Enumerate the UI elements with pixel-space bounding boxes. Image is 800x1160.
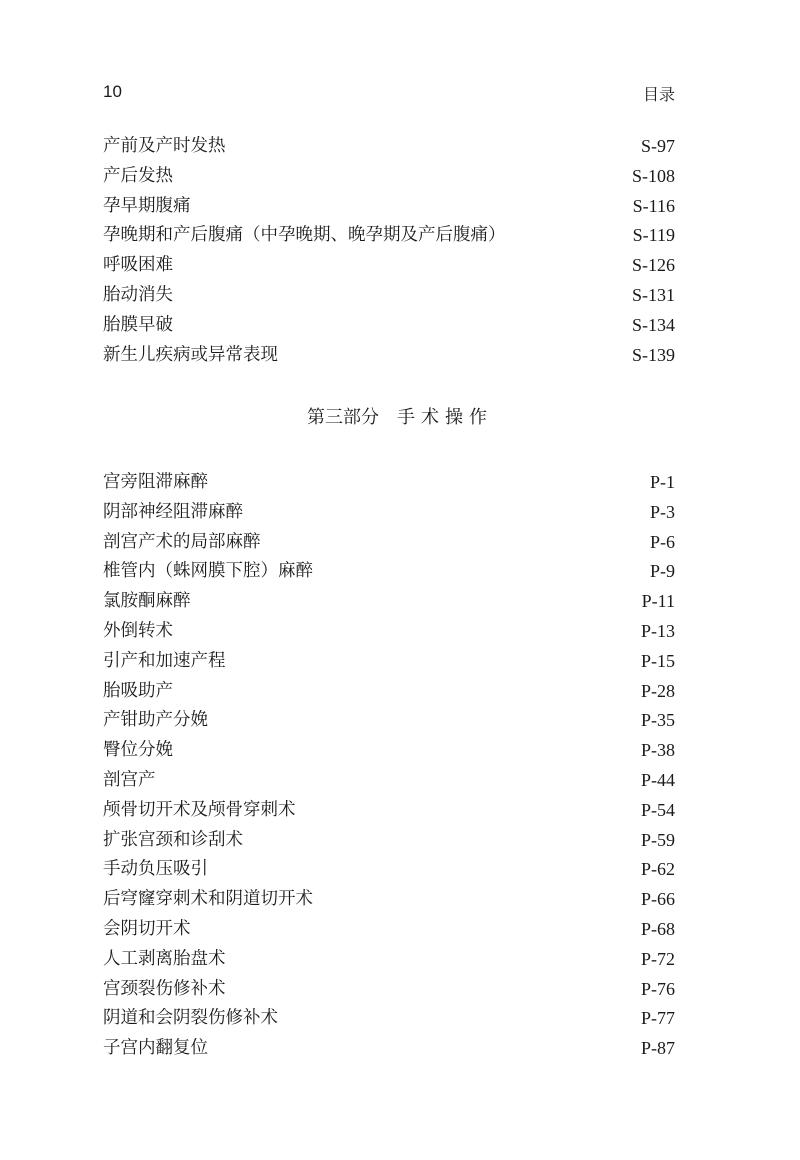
toc-list-part-3 xyxy=(103,468,675,1064)
toc-entry-page: P-9 xyxy=(649,561,675,582)
toc-entry-page: P-35 xyxy=(640,710,675,731)
toc-entry-page: P-76 xyxy=(640,978,675,999)
toc-entry-page: S-108 xyxy=(631,165,675,186)
toc-entry[interactable] xyxy=(103,468,675,498)
toc-entry[interactable] xyxy=(103,945,675,975)
toc-entry-title: 外倒转术 xyxy=(103,620,173,641)
toc-entry-title: 阴部神经阻滞麻醉 xyxy=(103,501,243,522)
toc-entry[interactable] xyxy=(103,528,675,558)
section-part-name: 手术操作 xyxy=(397,407,493,428)
toc-entry-page: P-54 xyxy=(640,799,675,820)
toc-entry-page: P-87 xyxy=(640,1038,675,1059)
toc-entry[interactable] xyxy=(103,221,675,251)
toc-entry[interactable] xyxy=(103,736,675,766)
toc-entry-page: S-116 xyxy=(632,195,675,216)
section-heading xyxy=(0,404,800,432)
toc-entry-title: 孕早期腹痛 xyxy=(103,195,191,216)
toc-entry-title: 后穹窿穿刺术和阴道切开术 xyxy=(103,889,313,910)
toc-entry[interactable] xyxy=(103,826,675,856)
toc-entry[interactable] xyxy=(103,617,675,647)
toc-entry-title: 臀位分娩 xyxy=(103,740,173,761)
toc-entry-page: S-119 xyxy=(632,225,675,246)
toc-entry-title: 呼吸困难 xyxy=(103,255,173,276)
toc-entry-title: 胎动消失 xyxy=(103,284,173,305)
toc-entry-page: P-77 xyxy=(640,1008,675,1029)
toc-entry[interactable] xyxy=(103,885,675,915)
toc-entry-title: 宫颈裂伤修补术 xyxy=(103,978,226,999)
toc-entry-page: P-11 xyxy=(641,591,675,612)
toc-entry-page: P-66 xyxy=(640,889,675,910)
toc-entry[interactable] xyxy=(103,855,675,885)
toc-entry[interactable] xyxy=(103,251,675,281)
toc-entry[interactable] xyxy=(103,677,675,707)
toc-entry[interactable] xyxy=(103,162,675,192)
toc-entry-title: 椎管内（蛛网膜下腔）麻醉 xyxy=(103,561,313,582)
toc-entry-title: 胎膜早破 xyxy=(103,314,173,335)
toc-entry-title: 孕晚期和产后腹痛（中孕晚期、晚孕期及产后腹痛） xyxy=(103,225,506,246)
toc-entry-page: P-72 xyxy=(640,948,675,969)
toc-entry[interactable] xyxy=(103,1034,675,1064)
toc-entry-title: 产前及产时发热 xyxy=(103,136,226,156)
toc-entry-page: S-131 xyxy=(631,284,675,305)
toc-entry-page: P-62 xyxy=(640,859,675,880)
toc-entry-title: 阴道和会阴裂伤修补术 xyxy=(103,1008,278,1029)
toc-entry[interactable] xyxy=(103,706,675,736)
toc-entry-title: 胎吸助产 xyxy=(103,680,173,701)
toc-entry-title: 扩张宫颈和诊刮术 xyxy=(103,829,243,850)
toc-entry[interactable] xyxy=(103,557,675,587)
toc-entry[interactable] xyxy=(103,311,675,341)
toc-entry[interactable] xyxy=(103,975,675,1005)
toc-entry-title: 剖宫产 xyxy=(103,769,156,790)
toc-entry[interactable] xyxy=(103,647,675,677)
toc-entry-page: P-59 xyxy=(640,829,675,850)
toc-entry-page: P-44 xyxy=(640,769,675,790)
toc-entry-page: P-15 xyxy=(640,650,675,671)
toc-entry[interactable] xyxy=(103,192,675,222)
toc-entry-title: 宫旁阻滞麻醉 xyxy=(103,472,208,492)
toc-entry[interactable] xyxy=(103,341,675,371)
toc-entry-title: 颅骨切开术及颅骨穿刺术 xyxy=(103,799,296,820)
toc-list-part-2 xyxy=(103,132,675,370)
page-header xyxy=(103,82,675,106)
page-number: 10 xyxy=(103,82,122,101)
section-part-label: 第三部分 xyxy=(307,407,379,428)
toc-entry-title: 子宫内翻复位 xyxy=(103,1038,208,1059)
toc-entry[interactable] xyxy=(103,915,675,945)
toc-entry[interactable] xyxy=(103,281,675,311)
toc-entry[interactable] xyxy=(103,1004,675,1034)
toc-entry-page: P-13 xyxy=(640,620,675,641)
toc-entry-title: 人工剥离胎盘术 xyxy=(103,948,226,969)
toc-entry-page: P-38 xyxy=(640,740,675,761)
toc-entry-title: 产后发热 xyxy=(103,165,173,186)
toc-entry-title: 氯胺酮麻醉 xyxy=(103,591,191,612)
toc-entry-title: 引产和加速产程 xyxy=(103,650,226,671)
toc-entry-title: 剖宫产术的局部麻醉 xyxy=(103,531,261,552)
toc-entry-page: P-1 xyxy=(649,472,675,492)
toc-entry-page: P-6 xyxy=(649,531,675,552)
toc-entry-title: 会阴切开术 xyxy=(103,918,191,939)
toc-entry[interactable] xyxy=(103,766,675,796)
toc-entry-page: P-68 xyxy=(640,918,675,939)
toc-entry[interactable] xyxy=(103,587,675,617)
toc-entry-title: 手动负压吸引 xyxy=(103,859,208,880)
toc-entry-page: S-139 xyxy=(631,344,675,365)
toc-entry-title: 产钳助产分娩 xyxy=(103,710,208,731)
toc-entry-page: S-126 xyxy=(631,255,675,276)
toc-entry-page: S-134 xyxy=(631,314,675,335)
toc-entry[interactable] xyxy=(103,498,675,528)
running-title: 目录 xyxy=(642,85,675,104)
toc-entry-page: P-3 xyxy=(649,501,675,522)
toc-entry[interactable] xyxy=(103,796,675,826)
toc-entry[interactable] xyxy=(103,132,675,162)
toc-entry-page: S-97 xyxy=(640,136,675,156)
toc-entry-page: P-28 xyxy=(640,680,675,701)
toc-entry-title: 新生儿疾病或异常表现 xyxy=(103,344,278,365)
